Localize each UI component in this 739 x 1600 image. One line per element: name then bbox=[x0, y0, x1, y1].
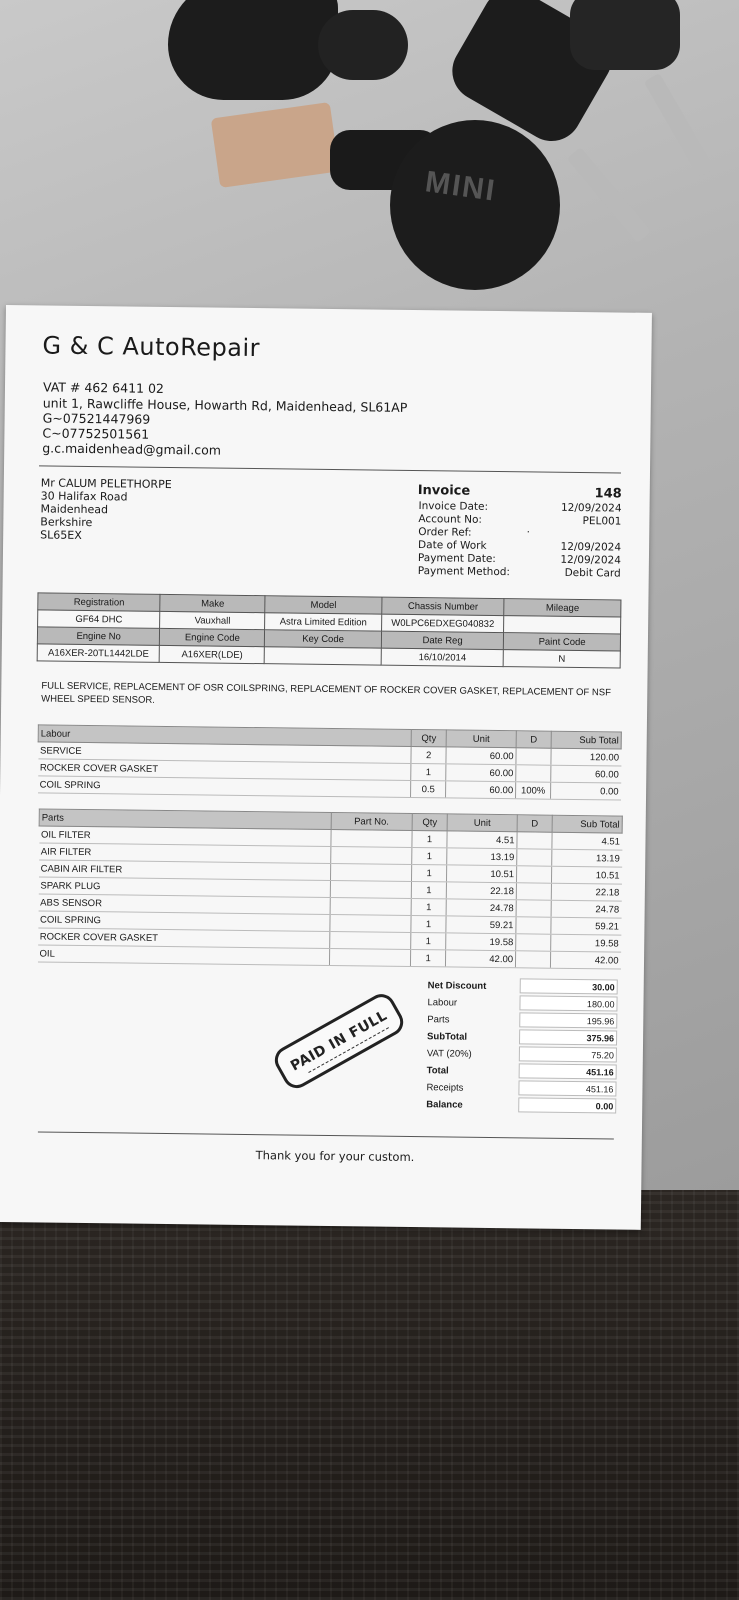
totals-label: Labour bbox=[427, 997, 458, 1009]
invoice-paper bbox=[0, 305, 652, 1230]
part-unit: 13.19 bbox=[447, 848, 517, 866]
part-subtotal: 59.21 bbox=[551, 917, 621, 935]
totals-label: Parts bbox=[427, 1014, 450, 1026]
invoice-field-label: Date of Work bbox=[418, 539, 487, 552]
footer-divider bbox=[38, 1131, 614, 1139]
vehicle-engine-code: A16XER(LDE) bbox=[160, 645, 265, 663]
labour-discount bbox=[516, 765, 551, 782]
vehicle-header: Engine Code bbox=[160, 628, 265, 646]
labour-qty: 0.5 bbox=[411, 780, 446, 797]
totals-label: Receipts bbox=[426, 1082, 464, 1094]
vehicle-chassis: W0LPC6EDXEG040832 bbox=[381, 614, 504, 632]
company-phone-c: C~07752501561 bbox=[42, 425, 150, 442]
company-email: g.c.maidenhead@gmail.com bbox=[42, 440, 222, 458]
vehicle-header: Registration bbox=[38, 593, 161, 611]
totals-label: Total bbox=[426, 1065, 449, 1077]
invoice-field-label: Payment Method: bbox=[417, 565, 511, 579]
customer-name: Mr CALUM PELETHORPE bbox=[40, 476, 172, 492]
mini-key-fob bbox=[390, 120, 560, 290]
part-discount bbox=[517, 832, 552, 849]
invoice-field-label: Account No: bbox=[418, 513, 483, 526]
part-number bbox=[330, 864, 412, 882]
part-unit: 42.00 bbox=[446, 950, 516, 968]
customer-address-line: 30 Halifax Road bbox=[40, 489, 128, 504]
part-qty: 1 bbox=[412, 848, 447, 865]
vehicle-header: Key Code bbox=[265, 630, 382, 648]
totals-value: 0.00 bbox=[518, 1097, 616, 1113]
part-desc: OIL bbox=[37, 945, 329, 966]
parts-header: D bbox=[517, 815, 552, 832]
labour-subtotal: 0.00 bbox=[551, 782, 621, 800]
labour-desc: COIL SPRING bbox=[38, 776, 411, 798]
parts-header: Sub Total bbox=[552, 815, 622, 833]
part-desc: OIL FILTER bbox=[39, 826, 331, 847]
company-name: G & C AutoRepair bbox=[42, 331, 261, 363]
labour-unit: 60.00 bbox=[446, 764, 516, 782]
part-number bbox=[329, 914, 411, 932]
parts-header: Unit bbox=[447, 814, 517, 832]
part-discount bbox=[516, 900, 551, 917]
parts-header: Qty bbox=[412, 814, 447, 831]
part-unit: 22.18 bbox=[446, 882, 516, 900]
customer-address-line: SL65EX bbox=[40, 528, 82, 542]
part-unit: 24.78 bbox=[446, 899, 516, 917]
part-number bbox=[330, 898, 412, 916]
invoice-field-label: Invoice Date: bbox=[418, 500, 489, 513]
vehicle-header: Date Reg bbox=[381, 631, 504, 649]
labour-desc: SERVICE bbox=[38, 742, 411, 764]
invoice-field-label: Order Ref: bbox=[418, 526, 472, 539]
invoice-title: Invoice bbox=[417, 483, 471, 499]
customer-address-line: Berkshire bbox=[40, 515, 93, 530]
work-description: FULL SERVICE, REPLACEMENT OF OSR COILSPRING, REPLACEMENT OF ROCKER COVER GASKET, REPLACEMENT OF NSF WHEEL SPEED SENSOR. bbox=[41, 680, 611, 706]
invoice-field-value: Debit Card bbox=[564, 566, 621, 580]
part-number bbox=[329, 931, 411, 949]
stamp-text: PAID IN FULL bbox=[287, 1007, 391, 1075]
vehicle-header: Model bbox=[265, 596, 382, 614]
labour-unit: 60.00 bbox=[446, 747, 516, 765]
part-qty: 1 bbox=[411, 932, 446, 949]
invoice-field-value: PEL001 bbox=[582, 515, 622, 528]
labour-header: Sub Total bbox=[551, 731, 621, 749]
totals-value: 451.16 bbox=[518, 1080, 616, 1096]
vehicle-date-reg: 16/10/2014 bbox=[381, 648, 504, 666]
car-key-fob bbox=[570, 0, 680, 70]
totals-label: SubTotal bbox=[427, 1031, 468, 1043]
labour-header: Unit bbox=[446, 730, 516, 748]
vehicle-registration: GF64 DHC bbox=[38, 610, 161, 628]
part-qty: 1 bbox=[411, 949, 446, 966]
part-subtotal: 4.51 bbox=[552, 832, 622, 850]
part-unit: 19.58 bbox=[446, 933, 516, 951]
part-desc: SPARK PLUG bbox=[38, 877, 330, 898]
totals-value: 195.96 bbox=[519, 1012, 617, 1028]
totals-value: 375.96 bbox=[519, 1029, 617, 1045]
key-fob-loop bbox=[318, 10, 408, 80]
part-subtotal: 13.19 bbox=[552, 849, 622, 867]
part-number bbox=[330, 881, 412, 899]
invoice-field-value: . bbox=[526, 523, 531, 536]
part-qty: 1 bbox=[412, 831, 447, 848]
part-subtotal: 10.51 bbox=[551, 866, 621, 884]
totals-label: Net Discount bbox=[427, 980, 487, 992]
header-divider bbox=[39, 465, 621, 473]
totals-value: 180.00 bbox=[519, 995, 617, 1011]
labour-header: Labour bbox=[38, 725, 411, 747]
part-discount bbox=[517, 866, 552, 883]
vehicle-make: Vauxhall bbox=[160, 611, 265, 629]
invoice-field-value: 12/09/2024 bbox=[560, 540, 622, 554]
parts-header: Parts bbox=[39, 809, 331, 830]
part-subtotal: 19.58 bbox=[551, 934, 621, 952]
vehicle-header: Engine No bbox=[37, 627, 160, 645]
totals-value: 451.16 bbox=[519, 1063, 617, 1079]
part-discount bbox=[517, 849, 552, 866]
totals-panel bbox=[426, 977, 622, 1115]
part-qty: 1 bbox=[411, 915, 446, 932]
part-desc: ABS SENSOR bbox=[38, 894, 330, 915]
part-desc: CABIN AIR FILTER bbox=[39, 860, 331, 881]
totals-value: 30.00 bbox=[520, 978, 618, 994]
part-discount bbox=[516, 883, 551, 900]
labour-header: Qty bbox=[411, 729, 446, 746]
part-desc: ROCKER COVER GASKET bbox=[38, 928, 330, 949]
part-unit: 59.21 bbox=[446, 916, 516, 934]
labour-header: D bbox=[516, 731, 551, 748]
vehicle-paint-code: N bbox=[503, 650, 620, 668]
vehicle-header: Make bbox=[160, 594, 265, 612]
vat-number: VAT # 462 6411 02 bbox=[42, 379, 165, 396]
part-unit: 4.51 bbox=[447, 831, 517, 849]
part-qty: 1 bbox=[411, 898, 446, 915]
vehicle-header: Mileage bbox=[504, 599, 621, 617]
labour-subtotal: 120.00 bbox=[551, 748, 621, 766]
part-discount bbox=[515, 951, 550, 968]
company-address: unit 1, Rawcliffe House, Howarth Rd, Maidenhead, SL61AP bbox=[42, 395, 408, 415]
invoice-field-label: Payment Date: bbox=[417, 552, 496, 566]
part-unit: 10.51 bbox=[447, 865, 517, 883]
labour-subtotal: 60.00 bbox=[551, 765, 621, 783]
part-number bbox=[330, 830, 412, 848]
mini-logo-text: MINI bbox=[423, 165, 499, 208]
totals-row bbox=[426, 1096, 620, 1115]
labour-unit: 60.00 bbox=[446, 781, 516, 799]
customer-address-line: Maidenhead bbox=[40, 502, 109, 517]
part-subtotal: 22.18 bbox=[551, 883, 621, 901]
invoice-number: 148 bbox=[594, 486, 622, 502]
part-number bbox=[329, 948, 411, 966]
part-discount bbox=[516, 934, 551, 951]
labour-discount: 100% bbox=[516, 782, 551, 799]
vehicle-engine-no: A16XER-20TL1442LDE bbox=[37, 644, 160, 662]
vehicle-key-code bbox=[264, 647, 381, 665]
footer-thanks: Thank you for your custom. bbox=[255, 1148, 415, 1165]
labour-qty: 1 bbox=[411, 763, 446, 780]
totals-label: VAT (20%) bbox=[426, 1048, 472, 1060]
invoice-field-value: 12/09/2024 bbox=[560, 501, 622, 515]
part-subtotal: 24.78 bbox=[551, 900, 621, 918]
company-phone-g: G~07521447969 bbox=[42, 410, 151, 427]
part-qty: 1 bbox=[412, 864, 447, 881]
labour-qty: 2 bbox=[411, 746, 446, 763]
part-desc: COIL SPRING bbox=[38, 911, 330, 932]
invoice-field-value: 12/09/2024 bbox=[560, 553, 621, 567]
totals-label: Balance bbox=[426, 1099, 463, 1111]
part-discount bbox=[516, 917, 551, 934]
labour-desc: ROCKER COVER GASKET bbox=[38, 759, 411, 781]
part-number bbox=[330, 847, 412, 865]
part-desc: AIR FILTER bbox=[39, 843, 331, 864]
vehicle-model: Astra Limited Edition bbox=[265, 613, 382, 631]
labour-discount bbox=[516, 748, 551, 765]
totals-value: 75.20 bbox=[519, 1046, 617, 1062]
part-subtotal: 42.00 bbox=[550, 951, 620, 969]
part-qty: 1 bbox=[411, 881, 446, 898]
car-key-fob bbox=[168, 0, 338, 100]
labour-table bbox=[37, 724, 622, 800]
carpet-floor bbox=[0, 1190, 739, 1600]
paid-in-full-stamp bbox=[270, 989, 408, 1093]
parts-header: Part No. bbox=[331, 813, 413, 831]
vehicle-header: Paint Code bbox=[504, 633, 621, 651]
vehicle-mileage bbox=[504, 616, 621, 634]
parts-table bbox=[37, 808, 623, 969]
vehicle-header: Chassis Number bbox=[382, 597, 505, 615]
vehicle-table bbox=[37, 592, 622, 668]
